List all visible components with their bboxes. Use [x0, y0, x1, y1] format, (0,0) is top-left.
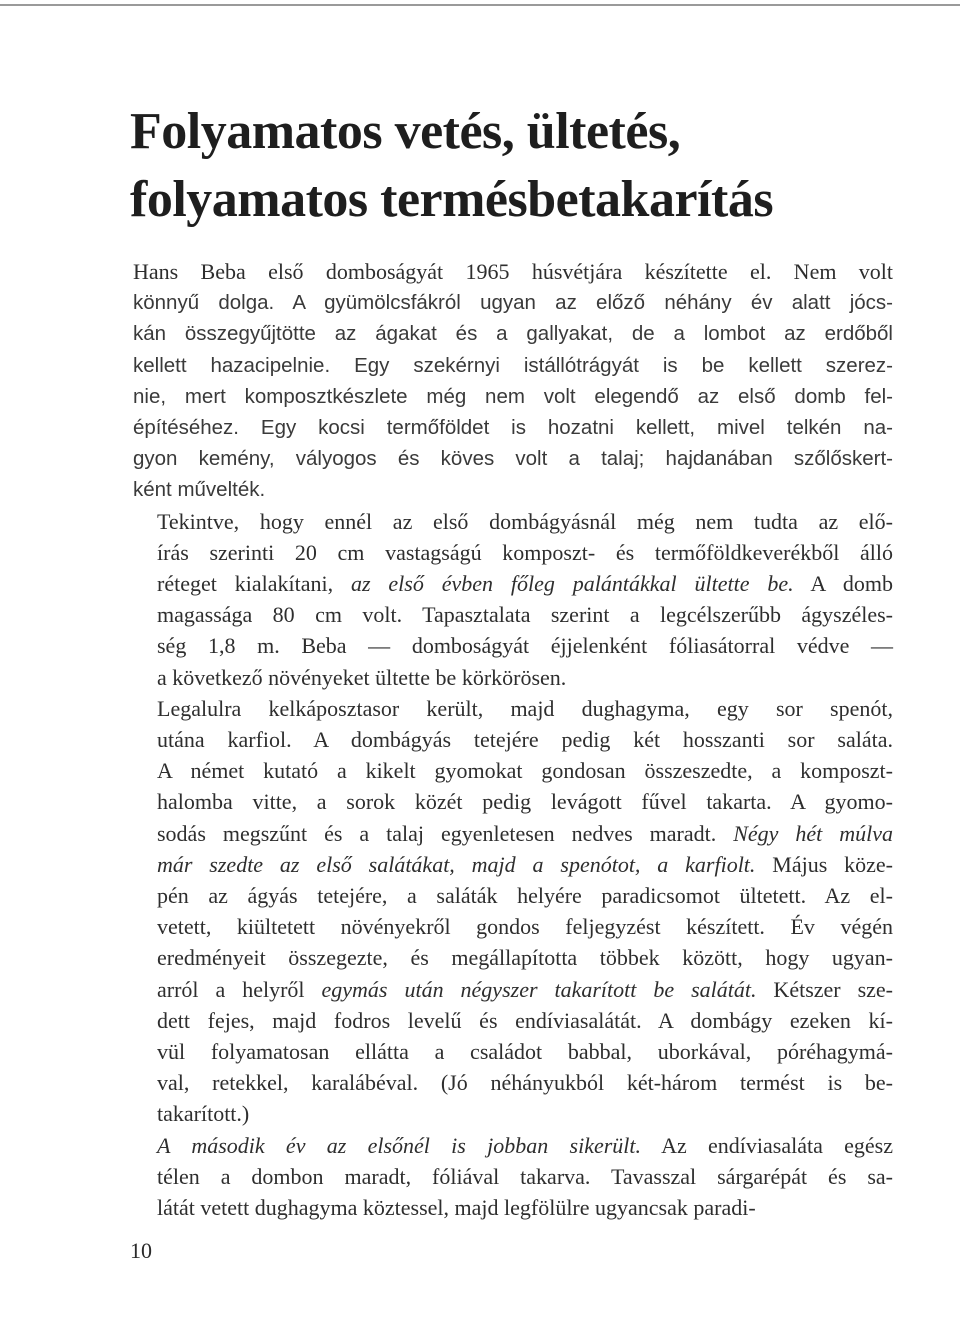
paragraph-2	[133, 506, 893, 693]
paragraph-4-line-3: látát vetett dughagyma köztessel, majd legfölülre ugyancsak paradi-	[157, 1195, 756, 1221]
paragraph-1-line-8: ként művelték.	[133, 478, 266, 502]
paragraph-2-line-6: a következő növényeket ültette be körkörösen.	[157, 664, 567, 690]
page-number: 10	[130, 1238, 152, 1263]
paragraph-2-line-1: Tekintve, hogy ennél az első dombágyásnál még nem tudta az elő-	[157, 508, 893, 534]
paragraph-1-line-1: Hans Beba első domboságyát 1965 húsvétjára készítette el. Nem volt	[133, 259, 893, 284]
title-line-1: Folyamatos vetés, ültetés,	[130, 103, 681, 160]
paragraph-4	[133, 1130, 893, 1224]
paragraph-3-line-6: már szedte az első salátákat, majd a spenótot, a karfiolt. Május köze-	[157, 851, 894, 877]
title-line-2: folyamatos termésbetakarítás	[130, 171, 774, 228]
paragraph-4-line-2: télen a dombon maradt, fóliával takarva. Tavasszal sárgarépát és sa-	[157, 1163, 893, 1189]
paragraph-2-line-5: ség 1,8 m. Beba — domboságyát éjjelenként fóliasátorral védve —	[157, 633, 893, 659]
article-body	[133, 256, 893, 1223]
top-rule	[0, 4, 960, 6]
paragraph-1-line-2: könnyű dolga. A gyümölcsfákról ugyan az előző néhány év alatt jócs-	[133, 291, 893, 315]
paragraph-3-line-5: sodás megszűnt és a talaj egyenletesen nedves maradt. Négy hét múlva	[157, 820, 893, 846]
paragraph-1-line-6: építéséhez. Egy kocsi termőföldet is hozatni kellett, mivel telkén na-	[133, 416, 893, 440]
paragraph-3-line-3: A német kutató a kikelt gyomokat gondosan összeszedte, a komposzt-	[157, 758, 893, 784]
paragraph-2-line-2: írás szerinti 20 cm vastagságú komposzt- és termőföldkeverékből álló	[157, 539, 893, 565]
paragraph-3-line-13: val, retekkel, karalábéval. (Jó néhányukból két-három termést is be-	[157, 1070, 893, 1096]
paragraph-1-line-7: gyon kemény, vályogos és köves volt a talaj; hajdanában szőlőskert-	[133, 447, 893, 471]
paragraph-3-line-2: utána karfiol. A dombágyás tetejére pedig két hosszanti sor saláta.	[157, 727, 893, 753]
paragraph-3	[133, 693, 893, 1130]
paragraph-3-line-12: vül folyamatosan ellátta a családot babbal, uborkával, póréhagymá-	[157, 1039, 893, 1065]
paragraph-3-line-9: eredményeit összegezte, és megállapította többek között, hogy ugyan-	[157, 945, 893, 971]
paragraph-3-line-1: Legalulra kelkáposztasor került, majd dughagyma, egy sor spenót,	[157, 695, 893, 721]
paragraph-1-line-4: kellett hazacipelnie. Egy szekérnyi istállótrágyát is be kellett szerez-	[133, 353, 893, 377]
paragraph-3-line-8: vetett, kiültetett növényekről gondos feljegyzést készített. Év végén	[157, 914, 893, 940]
page-title	[130, 98, 910, 234]
paragraph-3-line-10: arról a helyről egymás után négyszer takarított be salátát. Kétszer sze-	[157, 976, 893, 1002]
paragraph-1-line-5: nie, mert komposztkészlete még nem volt elegendő az első domb fel-	[133, 384, 893, 408]
paragraph-4-line-1: A második év az elsőnél is jobban sikerült. Az endíviasaláta egész	[157, 1132, 893, 1158]
paragraph-3-line-7: pén az ágyás tetejére, a saláták helyére paradicsomot ültetett. Az el-	[157, 883, 893, 909]
paragraph-2-line-4: magassága 80 cm volt. Tapasztalata szerint a legcélszerűbb ágyszéles-	[157, 602, 893, 628]
paragraph-3-line-11: dett fejes, majd fodros levelű és endíviasalátát. A dombágy ezeken kí-	[157, 1007, 893, 1033]
paragraph-3-line-4: halomba vitte, a sorok közét pedig levágott fűvel takarta. A gyomo-	[157, 789, 893, 815]
paragraph-2-line-3: réteget kialakítani, az első évben főleg palántákkal ültette be. A domb	[157, 571, 893, 597]
paragraph-1-line-3: kán összegyűjtötte az ágakat és a gallyakat, de a lombot az erdőből	[133, 322, 893, 346]
paragraph-1	[133, 256, 893, 506]
paragraph-3-line-14: takarított.)	[157, 1101, 250, 1127]
